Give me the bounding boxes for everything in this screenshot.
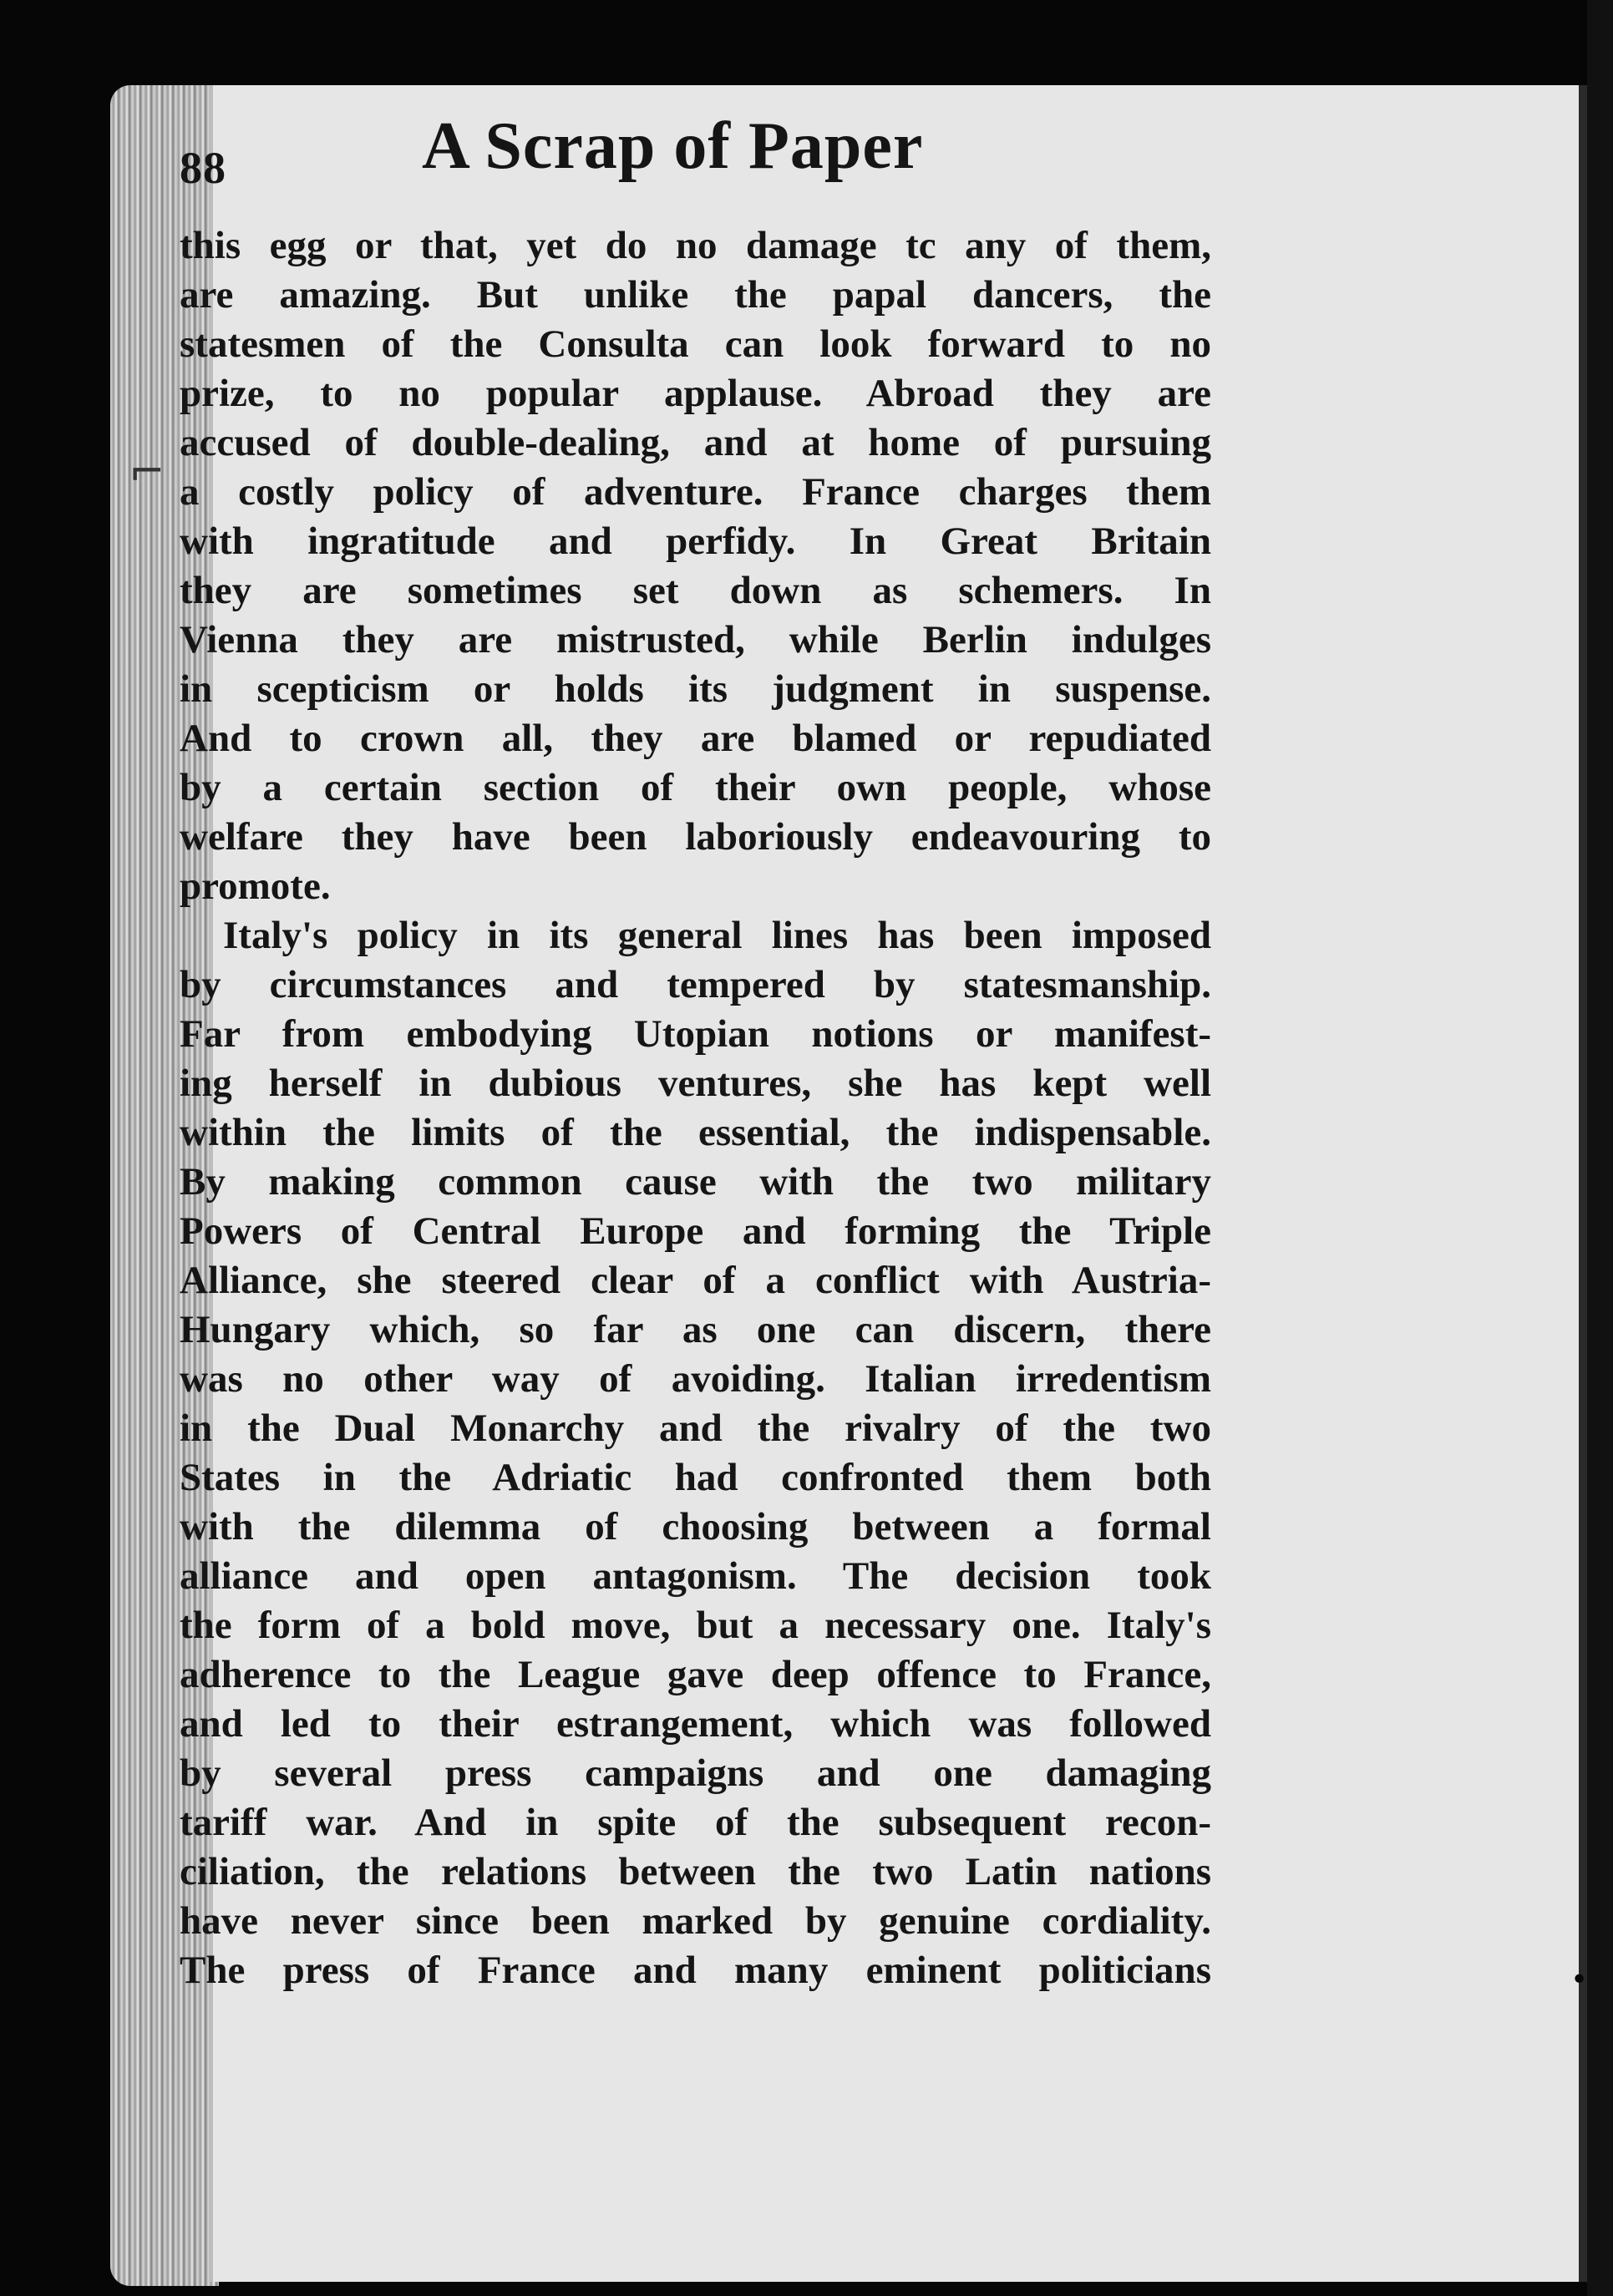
text-line: Far from embodying Utopian notions or manifest- [180, 1012, 1211, 1056]
text-line: this egg or that, yet do no damage tc any of them, [180, 224, 1211, 267]
body-text [180, 221, 1211, 2101]
text-line: by several press campaigns and one damaging [180, 1751, 1211, 1795]
text-line: have never since been marked by genuine cordiality. [180, 1899, 1211, 1943]
text-line: within the limits of the essential, the indispensable. [180, 1111, 1211, 1154]
text-line: with the dilemma of choosing between a formal [180, 1505, 1211, 1548]
text-line: alliance and open antagonism. The decision took [180, 1554, 1211, 1598]
text-line: Italy's policy in its general lines has been imposed [223, 914, 1211, 957]
text-line: By making common cause with the two military [180, 1160, 1211, 1204]
margin-scratch-mark: ⌐ [129, 447, 165, 497]
text-line: statesmen of the Consulta can look forward to no [180, 322, 1211, 366]
text-line: and led to their estrangement, which was followed [180, 1702, 1211, 1746]
text-line: States in the Adriatic had confronted them both [180, 1456, 1211, 1499]
text-line: ing herself in dubious ventures, she has kept well [180, 1062, 1211, 1105]
text-line: they are sometimes set down as schemers. In [180, 569, 1211, 612]
paragraph-2 [180, 911, 1211, 1995]
text-line: Powers of Central Europe and forming the Triple [180, 1209, 1211, 1253]
text-line: The press of France and many eminent politicians [180, 1949, 1211, 1992]
text-line: in the Dual Monarchy and the rivalry of the two [180, 1406, 1211, 1450]
running-title: A Scrap of Paper [422, 109, 924, 183]
text-line: with ingratitude and perfidy. In Great Britain [180, 520, 1211, 563]
text-line: adherence to the League gave deep offence to France, [180, 1653, 1211, 1696]
text-line: Vienna they are mistrusted, while Berlin indulges [180, 618, 1211, 661]
page-number: 88 [180, 143, 226, 193]
text-line: by a certain section of their own people, whose [180, 766, 1211, 809]
margin-dot-mark: • [1570, 1963, 1589, 1997]
text-line: ciliation, the relations between the two Latin nations [180, 1850, 1211, 1893]
text-line: a costly policy of adventure. France charges them [180, 470, 1211, 514]
text-line: accused of double-dealing, and at home of pursuing [180, 421, 1211, 464]
dark-scan-border [1587, 0, 1613, 2296]
text-line: Hungary which, so far as one can discern, there [180, 1308, 1211, 1351]
text-line: was no other way of avoiding. Italian irredentism [180, 1357, 1211, 1401]
text-line: welfare they have been laboriously endeavouring to [180, 815, 1211, 859]
text-line: by circumstances and tempered by statesmanship. [180, 963, 1211, 1006]
text-line: in scepticism or holds its judgment in suspense. [180, 667, 1211, 711]
text-line: And to crown all, they are blamed or repudiated [180, 717, 1211, 760]
text-line: prize, to no popular applause. Abroad they are [180, 372, 1211, 415]
text-line: Alliance, she steered clear of a conflict with Austria- [180, 1259, 1211, 1302]
text-line: are amazing. But unlike the papal dancers, the [180, 273, 1211, 317]
text-line: promote. [180, 864, 331, 908]
running-header [180, 109, 1224, 217]
text-line: tariff war. And in spite of the subsequent recon- [180, 1801, 1211, 1844]
paragraph-1 [180, 221, 1211, 911]
text-line: the form of a bold move, but a necessary one. Italy's [180, 1604, 1211, 1647]
